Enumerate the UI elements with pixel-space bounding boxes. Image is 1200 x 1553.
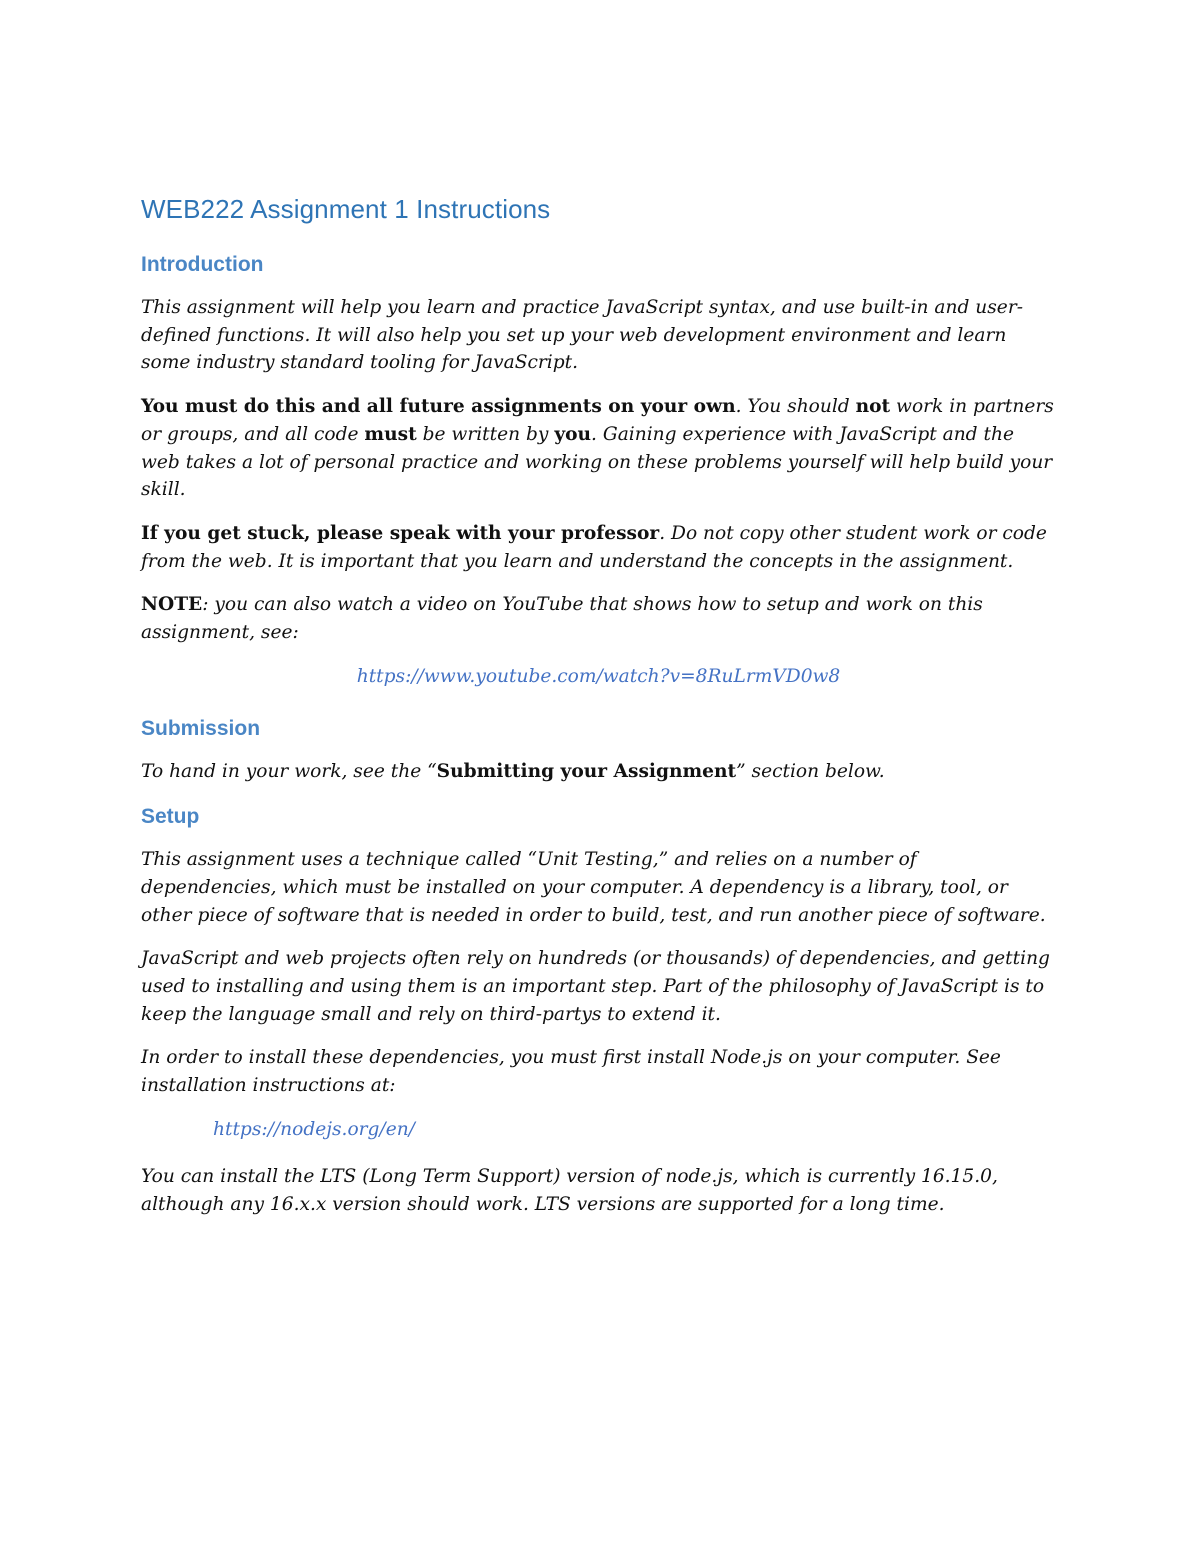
emphasis-get-help: If you get stuck, please speak with your professor xyxy=(141,522,660,544)
intro-paragraph-3: If you get stuck, please speak with your professor. Do not copy other student work or code from the web. It is important that you learn and understand the concepts in the assignment. xyxy=(141,522,1047,572)
document-title: WEB222 Assignment 1 Instructions xyxy=(141,194,551,224)
submission-paragraph: To hand in your work, see the “Submitting your Assignment” section below. xyxy=(141,761,885,783)
nodejs-link[interactable]: https://nodejs.org/en/ xyxy=(213,1118,415,1140)
video-link-row xyxy=(141,663,1056,691)
youtube-video-link[interactable]: https://www.youtube.com/watch?v=8RuLrmVD0w8 xyxy=(356,665,841,687)
note-label: NOTE xyxy=(141,594,203,616)
intro-paragraph-1: This assignment will help you learn and practice JavaScript syntax, and use built-in and user-defined functions. It will also help you set up your web development environment and learn some industry standard tooling for JavaScript. xyxy=(141,297,1023,374)
setup-paragraph-2: JavaScript and web projects often rely on hundreds (or thousands) of dependencies, and getting used to installing and using them is an important step. Part of the philosophy of JavaScript is to keep the language small and rely on third-partys to extend it. xyxy=(141,948,1050,1025)
intro-paragraph-2: You must do this and all future assignments on your own. You should not work in partners or groups, and all code must be written by you. Gaining experience with JavaScript and the web takes a lot of personal practice and working on these problems yourself will help build your skill. xyxy=(141,396,1054,501)
setup-paragraph-3: In order to install these dependencies, you must first install Node.js on your computer. See installation instructions at: xyxy=(141,1047,1001,1097)
heading-introduction: Introduction xyxy=(141,253,264,276)
setup-paragraph-1: This assignment uses a technique called “Unit Testing,” and relies on a number of dependencies, which must be installed on your computer. A dependency is a library, tool, or other piece of software that is needed in order to build, test, and run another piece of software. xyxy=(141,849,1046,926)
intro-paragraph-note: NOTE: you can also watch a video on YouTube that shows how to setup and work on this assignment, see: xyxy=(141,594,983,644)
nodejs-link-row xyxy=(213,1116,1056,1144)
submission-section-ref: Submitting your Assignment xyxy=(436,761,737,783)
document-content xyxy=(141,190,1056,1235)
heading-submission: Submission xyxy=(141,717,261,741)
emphasis-own-work: You must do this and all future assignments on your own xyxy=(141,396,736,418)
heading-setup: Setup xyxy=(141,805,200,829)
setup-paragraph-4: You can install the LTS (Long Term Support) version of node.js, which is currently 16.15.0, although any 16.x.x version should work. LTS versions are supported for a long time. xyxy=(141,1166,998,1216)
